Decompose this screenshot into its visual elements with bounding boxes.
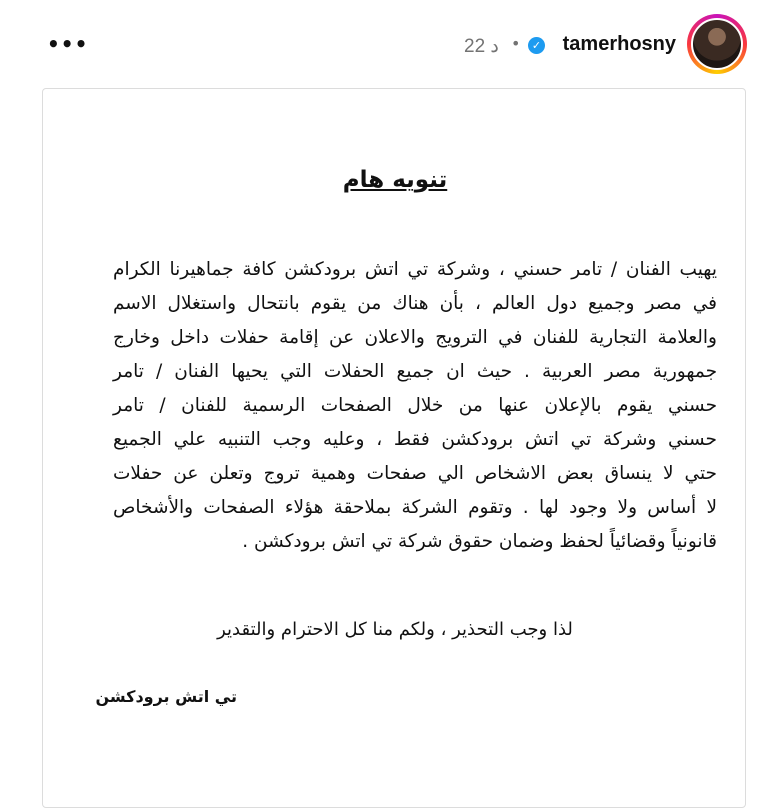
notice-line: والعلامة التجارية للفنان في الترويج والاعلان عن إقامة حفلات داخل وخارج [113,327,717,348]
notice-line: جمهورية مصر العربية . حيث ان جميع الحفلات التي يحيها الفنان / تامر [113,361,717,382]
notice-line: حسني وشركة تي اتش برودكشن فقط ، وعليه وجب التنبيه علي الجميع [113,429,717,450]
signature: تي اتش برودكشن [95,687,237,706]
notice-line: حتي لا ينساق بعض الاشخاص الي صفحات وهمية تروج وتعلن عن حفلات [113,463,717,484]
more-options-button[interactable]: ••• [47,32,89,56]
notice-line: لا أساس ولا وجود لها . وتقوم الشركة بملاحقة هؤلاء الصفحات والأشخاص [113,497,717,518]
avatar[interactable] [691,18,743,70]
post-image[interactable] [42,88,746,808]
closing-text: لذا وجب التحذير ، ولكم منا كل الاحترام والتقدير [217,619,573,640]
notice-line: في مصر وجميع دول العالم ، بأن هناك من يقوم بانتحال واستغلال الاسم [113,293,717,314]
story-ring[interactable] [687,14,747,74]
separator-dot: • [511,34,521,53]
post-time[interactable]: 22 د [464,36,499,57]
notice-title: تنويه هام [342,167,448,193]
post-header [0,0,768,88]
notice-body [113,253,717,559]
notice-line: حسني يقوم بالإعلان عنها من خلال الصفحات الرسمية للفنان / تامر [113,395,717,416]
notice-line: قانونياً وقضائياً لحفظ وضمان حقوق شركة تي اتش برودكشن . [242,531,717,552]
notice-line: يهيب الفنان / تامر حسني ، وشركة تي اتش برودكشن كافة جماهيرنا الكرام [113,259,717,280]
username-link[interactable]: tamerhosny [562,33,676,55]
verified-badge-icon: ✓ [528,37,545,54]
